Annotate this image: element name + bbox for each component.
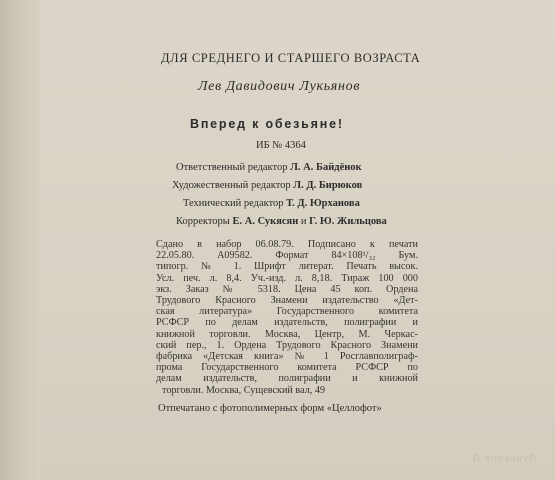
imprint-line: экз. Заказ № 5318. Цена 45 коп. Ордена (156, 283, 418, 295)
book-title: Вперед к обезьяне! (190, 117, 344, 131)
credit-art-editor (172, 181, 362, 192)
credit-proofreaders (176, 217, 387, 228)
imprint-line: Трудового Красного Знамени издательство «Дет- (156, 295, 418, 307)
credit-role: Технический редактор (183, 198, 284, 209)
credit-role: Художественный редактор (172, 180, 291, 191)
credit-name: Л. Д. Бирюков (293, 180, 363, 191)
imprint-block (156, 239, 418, 396)
bleed-through-text: Лукьянов Л. (468, 452, 537, 464)
credit-joiner: и (300, 216, 307, 227)
imprint-line: типогр. № 1. Шрифт литерат. Печать высок. (156, 261, 418, 273)
author-name: Лев Давидович Лукьянов (198, 79, 361, 94)
imprint-line: Усл. печ. л. 8,4. Уч.-изд. л. 8,18. Тираж 100 000 (156, 272, 418, 284)
imprint-line: РСФСР по делам издательств, полиграфии и (156, 317, 418, 329)
credit-role: Ответственный редактор (176, 162, 288, 173)
imprint-line: книжной торговли. Москва, Центр, М. Черкас- (156, 328, 418, 340)
imprint-line: ский пер., 1. Ордена Трудового Красного Знамени (156, 339, 418, 351)
credit-name: Е. А. Сукясян (232, 216, 299, 227)
page-gutter-shadow (0, 0, 40, 480)
credit-name-2: Г. Ю. Жильцова (309, 216, 387, 227)
audience-line: ДЛЯ СРЕДНЕГО И СТАРШЕГО ВОЗРАСТА (161, 51, 421, 65)
imprint-line: делам издательств, полиграфии и книжной (156, 373, 418, 385)
imprint-line: прома Государственного комитета РСФСР по (156, 362, 418, 374)
imprint-line: ская литература» Государственного комитета (156, 306, 418, 318)
credit-responsible-editor (176, 163, 362, 174)
imprint-line: 22.05.80. А09582. Формат 84×108¹/₃₂ Бум. (156, 250, 418, 262)
imprint-line: Сдано в набор 06.08.79. Подписано к печати (156, 239, 418, 250)
imprint-line: торговли. Москва, Сущевский вал, 49 (162, 384, 326, 396)
credit-name: Л. А. Байдёнок (290, 162, 362, 173)
credit-role: Корректоры (176, 216, 230, 227)
imprint-line: фабрика «Детская книга» № 1 Росглавполиграф- (156, 351, 418, 363)
credit-name: Т. Д. Юрханова (286, 198, 360, 209)
print-note: Отпечатано с фотополимерных форм «Целлофот» (158, 403, 382, 414)
ib-number: ИБ № 4364 (256, 140, 306, 151)
credit-technical-editor (183, 199, 360, 210)
